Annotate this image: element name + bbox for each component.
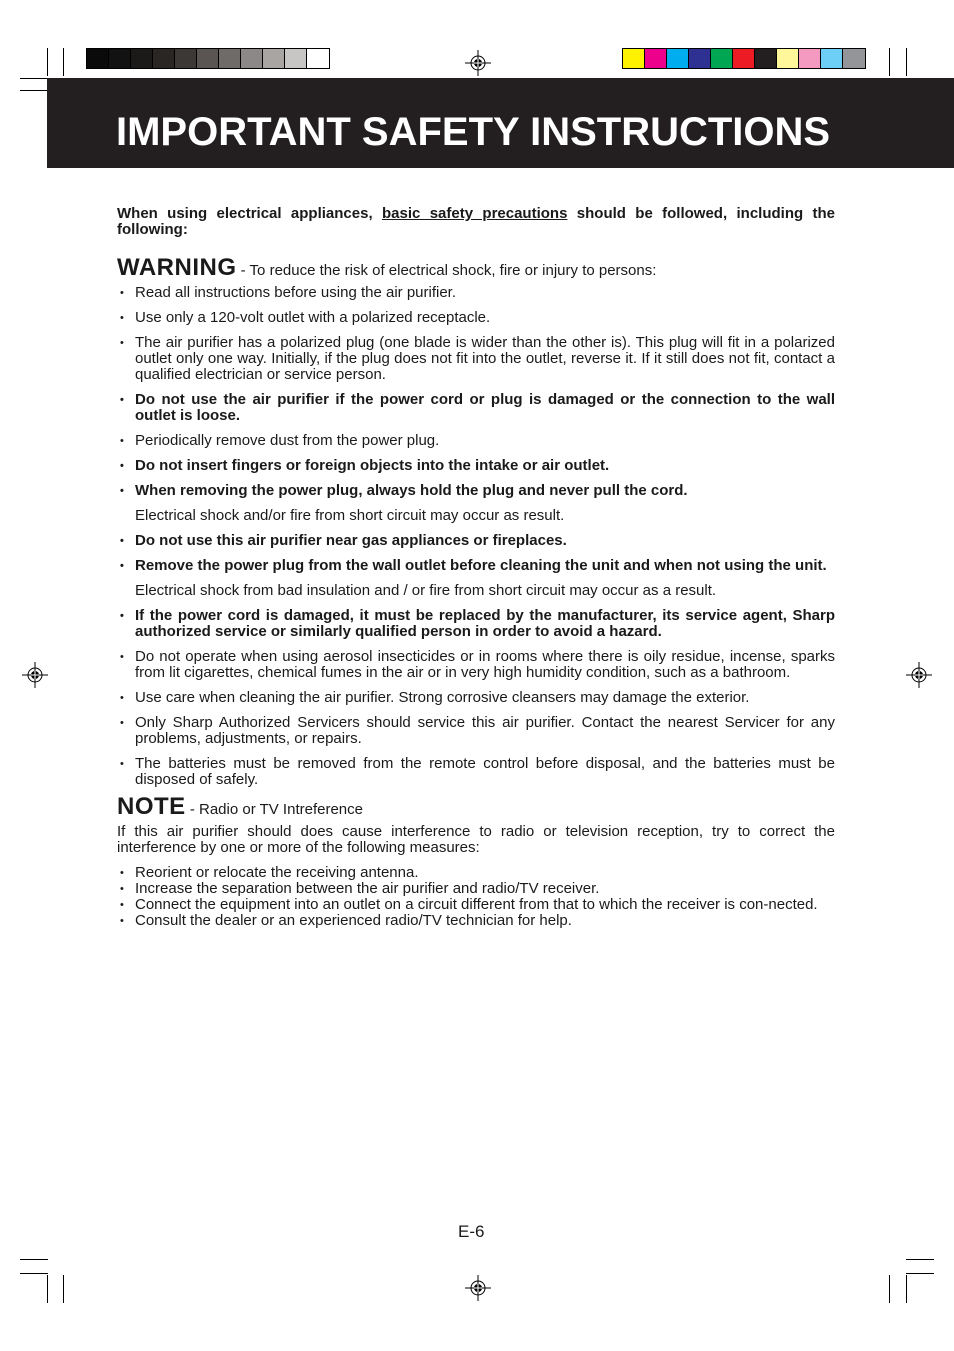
registration-mark-icon [906,662,932,688]
warning-list [117,533,835,574]
calibration-swatch [821,49,843,68]
registration-mark-icon [465,50,491,76]
calibration-swatch [689,49,711,68]
warning-item: • Do not use the air purifier if the power cord or plug is damaged or the connection to the wall outlet is loose. [117,392,835,424]
warning-item: • If the power cord is damaged, it must be replaced by the manufacturer, its service agent, Sharp authorized service or similarly qualified person in order to avoid a hazard. [117,608,835,640]
calibration-swatch [263,49,285,68]
note-item: • Reorient or relocate the receiving antenna. [117,865,835,881]
calibration-swatch [843,49,865,68]
note-item: • Consult the dealer or an experienced radio/TV technician for help. [117,913,835,929]
note-label: NOTE [117,793,186,820]
calibration-swatch [197,49,219,68]
warning-list [117,608,835,788]
note-paragraph: If this air purifier should does cause interference to radio or television reception, try to correct the interference by one or more of the following measures: [117,823,835,856]
calibration-swatch [131,49,153,68]
warning-note: Electrical shock and/or fire from short circuit may occur as result. [135,507,565,524]
note-subtitle: - Radio or TV Intreference [185,801,363,818]
calibration-swatch [733,49,755,68]
calibration-swatch [667,49,689,68]
warning-item: • When removing the power plug, always hold the plug and never pull the cord. [117,483,835,499]
note-item: • Increase the separation between the air purifier and radio/TV receiver. [117,881,835,897]
calibration-swatch [219,49,241,68]
warning-item: • Periodically remove dust from the power plug. [117,433,835,449]
calibration-swatch [755,49,777,68]
page-number: E-6 [458,1222,485,1241]
warning-subtitle: - To reduce the risk of electrical shock, fire or injury to persons: [236,262,657,279]
warning-item: • Use only a 120-volt outlet with a polarized receptacle. [117,310,835,326]
warning-item: • Read all instructions before using the air purifier. [117,285,835,301]
warning-item: • The batteries must be removed from the remote control before disposal, and the batteries must be disposed of safely. [117,756,835,788]
calibration-swatch [153,49,175,68]
gray-calibration-bar [86,48,330,69]
warning-note: Electrical shock from bad insulation and / or fire from short circuit may occur as a result. [135,582,717,599]
calibration-swatch [87,49,109,68]
intro-text-after: should be followed, including the following: [117,205,835,238]
warning-item: • Use care when cleaning the air purifier. Strong corrosive cleansers may damage the exterior. [117,690,835,706]
warning-item: • Do not use this air purifier near gas appliances or fireplaces. [117,533,835,549]
color-calibration-bar [622,48,866,69]
warning-heading [117,254,835,281]
page-title: IMPORTANT SAFETY INSTRUCTIONS [116,110,831,154]
calibration-swatch [799,49,821,68]
warning-item: • Do not insert fingers or foreign objects into the intake or air outlet. [117,458,835,474]
note-heading [117,793,835,820]
calibration-swatch [175,49,197,68]
calibration-swatch [777,49,799,68]
warning-item: • Only Sharp Authorized Servicers should service this air purifier. Contact the nearest Servicer for any problems, adjustments, or repairs. [117,715,835,747]
warning-item: • The air purifier has a polarized plug (one blade is wider than the other is). This plug will fit in a polarized outlet only one way. Initially, if the plug does not fit into the outlet, reverse it. If it still does not fit, contact a qualified electrician or service person. [117,335,835,383]
registration-mark-icon [22,662,48,688]
note-list [117,865,835,929]
intro-text-before: When using electrical appliances, [117,205,382,222]
warning-item: • Do not operate when using aerosol insecticides or in rooms where there is oily residue, incense, sparks from lit cigarettes, chemical fumes in the air or in very high humidity condition, such as a bathroom. [117,649,835,681]
document-body [117,206,835,929]
calibration-swatch [711,49,733,68]
note-item: • Connect the equipment into an outlet on a circuit different from that to which the receiver is con-nected. [117,897,835,913]
intro-paragraph [117,206,835,238]
calibration-swatch [645,49,667,68]
intro-underlined-phrase: basic safety precautions [381,205,568,222]
registration-mark-icon [465,1275,491,1301]
calibration-swatch [623,49,645,68]
title-banner [47,78,954,168]
calibration-swatch [285,49,307,68]
calibration-swatch [109,49,131,68]
warning-list [117,285,835,499]
warning-item: • Remove the power plug from the wall outlet before cleaning the unit and when not using the unit. [117,558,835,574]
calibration-swatch [241,49,263,68]
warning-label: WARNING [117,254,237,281]
calibration-swatch [307,49,329,68]
